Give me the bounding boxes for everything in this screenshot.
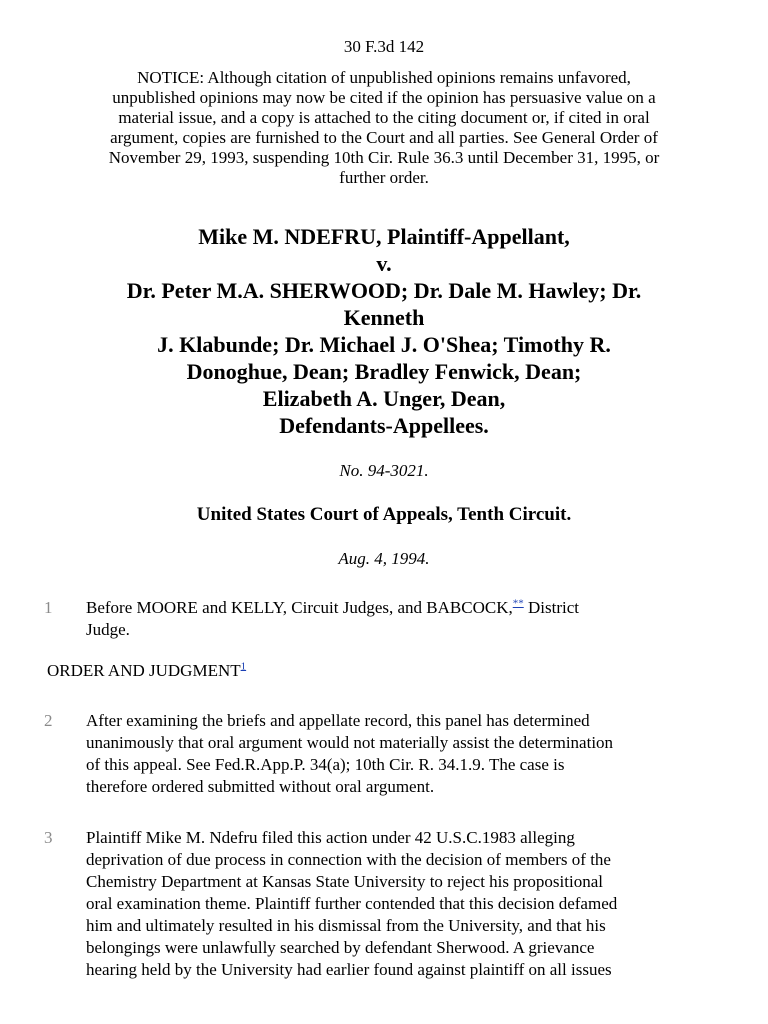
notice-line: further order.	[339, 168, 429, 187]
paragraph-line: unanimously that oral argument would not materially assist the determination	[86, 733, 614, 752]
paragraph-line: hearing held by the University had earlier found against plaintiff on all issues	[86, 960, 612, 979]
caption-line: Mike M. NDEFRU, Plaintiff-Appellant,	[198, 224, 570, 249]
order-heading	[47, 660, 246, 682]
paragraph-number: 1	[44, 598, 53, 617]
paragraph-line: him and ultimately resulted in his dismissal from the University, and that his	[86, 916, 606, 935]
footnote-link[interactable]: **	[512, 597, 524, 610]
caption-line: Dr. Peter M.A. SHERWOOD; Dr. Dale M. Hawley; Dr.	[126, 278, 642, 303]
docket-number: No. 94-3021.	[339, 461, 429, 480]
paragraph-line: deprivation of due process in connection with the decision of members of the	[86, 850, 611, 869]
notice-line: November 29, 1993, suspending 10th Cir. Rule 36.3 until December 31, 1995, or	[108, 148, 660, 167]
unpublished-notice	[56, 68, 712, 188]
paragraph-line: Judge.	[86, 620, 130, 639]
case-citation: 30 F.3d 142	[343, 37, 425, 56]
paragraph-line: After examining the briefs and appellate record, this panel has determined	[86, 711, 590, 730]
paragraph-line: Chemistry Department at Kansas State University to reject his propositional	[86, 872, 603, 891]
paragraph-line: therefore ordered submitted without oral argument.	[86, 777, 435, 796]
paragraph-line-text: District	[523, 598, 579, 617]
notice-line: material issue, and a copy is attached to the citing document or, if cited in oral	[118, 108, 650, 127]
heading-text: ORDER AND JUDGMENT	[47, 661, 241, 680]
notice-line: argument, copies are furnished to the Court and all parties. See General Order of	[110, 128, 658, 147]
paragraph-text	[86, 710, 720, 798]
paragraph-text	[86, 827, 720, 981]
case-caption	[60, 223, 708, 439]
caption-line: Elizabeth A. Unger, Dean,	[262, 386, 506, 411]
footnote-link[interactable]: 1	[240, 660, 247, 673]
caption-line: J. Klabunde; Dr. Michael J. O'Shea; Timothy R.	[157, 332, 611, 357]
caption-line: Kenneth	[343, 305, 425, 330]
caption-line: Donoghue, Dean; Bradley Fenwick, Dean;	[186, 359, 582, 384]
notice-line: NOTICE: Although citation of unpublished opinions remains unfavored,	[137, 68, 631, 87]
paragraph-number: 3	[44, 828, 53, 847]
court-name: United States Court of Appeals, Tenth Circuit.	[196, 504, 572, 525]
decision-date: Aug. 4, 1994.	[338, 549, 430, 568]
paragraph-line	[86, 597, 720, 619]
paragraph-line: Plaintiff Mike M. Ndefru filed this action under 42 U.S.C.1983 alleging	[86, 828, 575, 847]
paragraph-line-text: Before MOORE and KELLY, Circuit Judges, and BABCOCK,	[86, 598, 513, 617]
paragraph-line: oral examination theme. Plaintiff further contended that this decision defamed	[86, 894, 618, 913]
notice-line: unpublished opinions may now be cited if the opinion has persuasive value on a	[112, 88, 656, 107]
paragraph-number: 2	[44, 711, 53, 730]
paragraph-text	[86, 597, 720, 641]
caption-line: v.	[376, 251, 392, 276]
caption-line: Defendants-Appellees.	[279, 413, 489, 438]
paragraph-line: belongings were unlawfully searched by defendant Sherwood. A grievance	[86, 938, 595, 957]
paragraph-line: of this appeal. See Fed.R.App.P. 34(a); 10th Cir. R. 34.1.9. The case is	[86, 755, 565, 774]
